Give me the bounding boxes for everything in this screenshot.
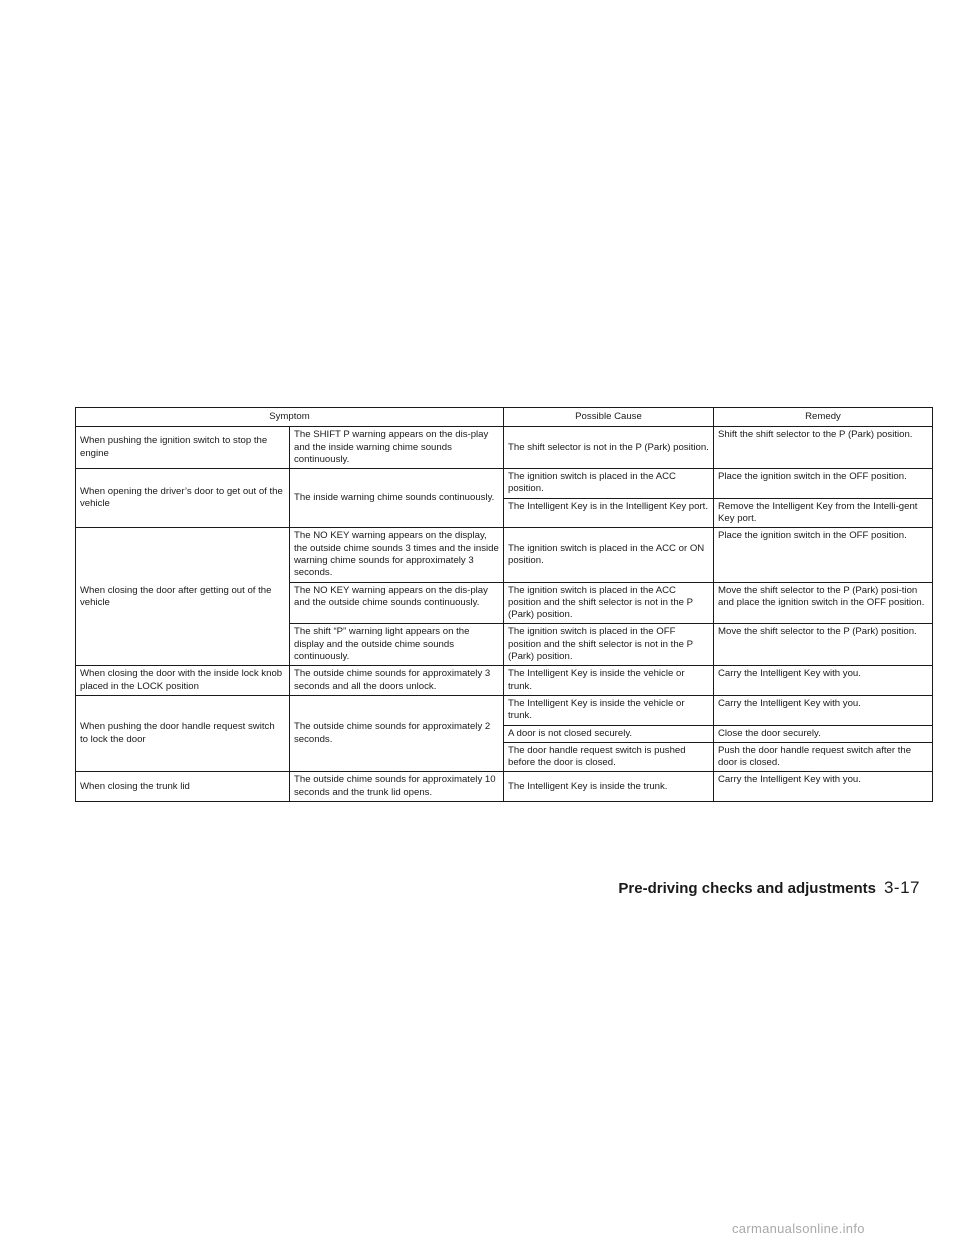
- remedy-cell: Move the shift selector to the P (Park) position.: [714, 624, 933, 666]
- cause-cell: The ignition switch is placed in the ACC or ON position.: [504, 528, 714, 582]
- condition-cell: The outside chime sounds for approximately 10 seconds and the trunk lid opens.: [290, 772, 504, 802]
- table-row: [76, 528, 933, 582]
- condition-cell: The inside warning chime sounds continuously.: [290, 469, 504, 528]
- remedy-cell: Carry the Intelligent Key with you.: [714, 772, 933, 802]
- symptom-cell: When closing the trunk lid: [76, 772, 290, 802]
- header-possible-cause: Possible Cause: [504, 408, 714, 427]
- warning-chime-table: [75, 407, 933, 802]
- watermark: carmanualsonline.info: [732, 1221, 865, 1236]
- remedy-cell: Place the ignition switch in the OFF position.: [714, 469, 933, 499]
- table-row: [76, 695, 933, 725]
- remedy-cell: Remove the Intelligent Key from the Intelli-gent Key port.: [714, 498, 933, 528]
- table-header-row: [76, 408, 933, 427]
- cause-cell: The Intelligent Key is inside the vehicle or trunk.: [504, 666, 714, 696]
- cause-cell: The Intelligent Key is inside the vehicle or trunk.: [504, 695, 714, 725]
- cause-cell: The shift selector is not in the P (Park) position.: [504, 427, 714, 469]
- remedy-cell: Close the door securely.: [714, 725, 933, 742]
- condition-cell: The NO KEY warning appears on the display, the outside chime sounds 3 times and the inside warning chime sounds for approximately 3 seconds.: [290, 528, 504, 582]
- symptom-cell: When pushing the ignition switch to stop the engine: [76, 427, 290, 469]
- table-row: [76, 427, 933, 469]
- condition-cell: The NO KEY warning appears on the dis-play and the outside chime sounds continuously.: [290, 582, 504, 624]
- cause-cell: The ignition switch is placed in the OFF position and the shift selector is not in the P (Park) position.: [504, 624, 714, 666]
- page-number: 3-17: [883, 878, 920, 897]
- section-title: Pre-driving checks and adjustments: [618, 880, 876, 897]
- header-remedy: Remedy: [714, 408, 933, 427]
- symptom-cell: When opening the driver’s door to get out of the vehicle: [76, 469, 290, 528]
- remedy-cell: Place the ignition switch in the OFF position.: [714, 528, 933, 582]
- condition-cell: The outside chime sounds for approximately 3 seconds and all the doors unlock.: [290, 666, 504, 696]
- symptom-cell: When pushing the door handle request switch to lock the door: [76, 695, 290, 771]
- page-footer: [618, 878, 920, 898]
- remedy-cell: Push the door handle request switch after the door is closed.: [714, 742, 933, 772]
- remedy-cell: Move the shift selector to the P (Park) posi-tion and place the ignition switch in the OFF position.: [714, 582, 933, 624]
- symptom-cell: When closing the door with the inside lock knob placed in the LOCK position: [76, 666, 290, 696]
- symptom-cell: When closing the door after getting out of the vehicle: [76, 528, 290, 666]
- cause-cell: The ignition switch is placed in the ACC position.: [504, 469, 714, 499]
- header-symptom: Symptom: [76, 408, 504, 427]
- condition-cell: The outside chime sounds for approximately 2 seconds.: [290, 695, 504, 771]
- table-row: [76, 469, 933, 499]
- cause-cell: A door is not closed securely.: [504, 725, 714, 742]
- remedy-cell: Carry the Intelligent Key with you.: [714, 666, 933, 696]
- table-row: [76, 772, 933, 802]
- condition-cell: The SHIFT P warning appears on the dis-play and the inside warning chime sounds continuously.: [290, 427, 504, 469]
- table-row: [76, 666, 933, 696]
- remedy-cell: Shift the shift selector to the P (Park) position.: [714, 427, 933, 469]
- cause-cell: The Intelligent Key is inside the trunk.: [504, 772, 714, 802]
- cause-cell: The door handle request switch is pushed before the door is closed.: [504, 742, 714, 772]
- condition-cell: The shift “P” warning light appears on the display and the outside chime sounds continuously.: [290, 624, 504, 666]
- remedy-cell: Carry the Intelligent Key with you.: [714, 695, 933, 725]
- cause-cell: The Intelligent Key is in the Intelligent Key port.: [504, 498, 714, 528]
- cause-cell: The ignition switch is placed in the ACC position and the shift selector is not in the P (Park) position.: [504, 582, 714, 624]
